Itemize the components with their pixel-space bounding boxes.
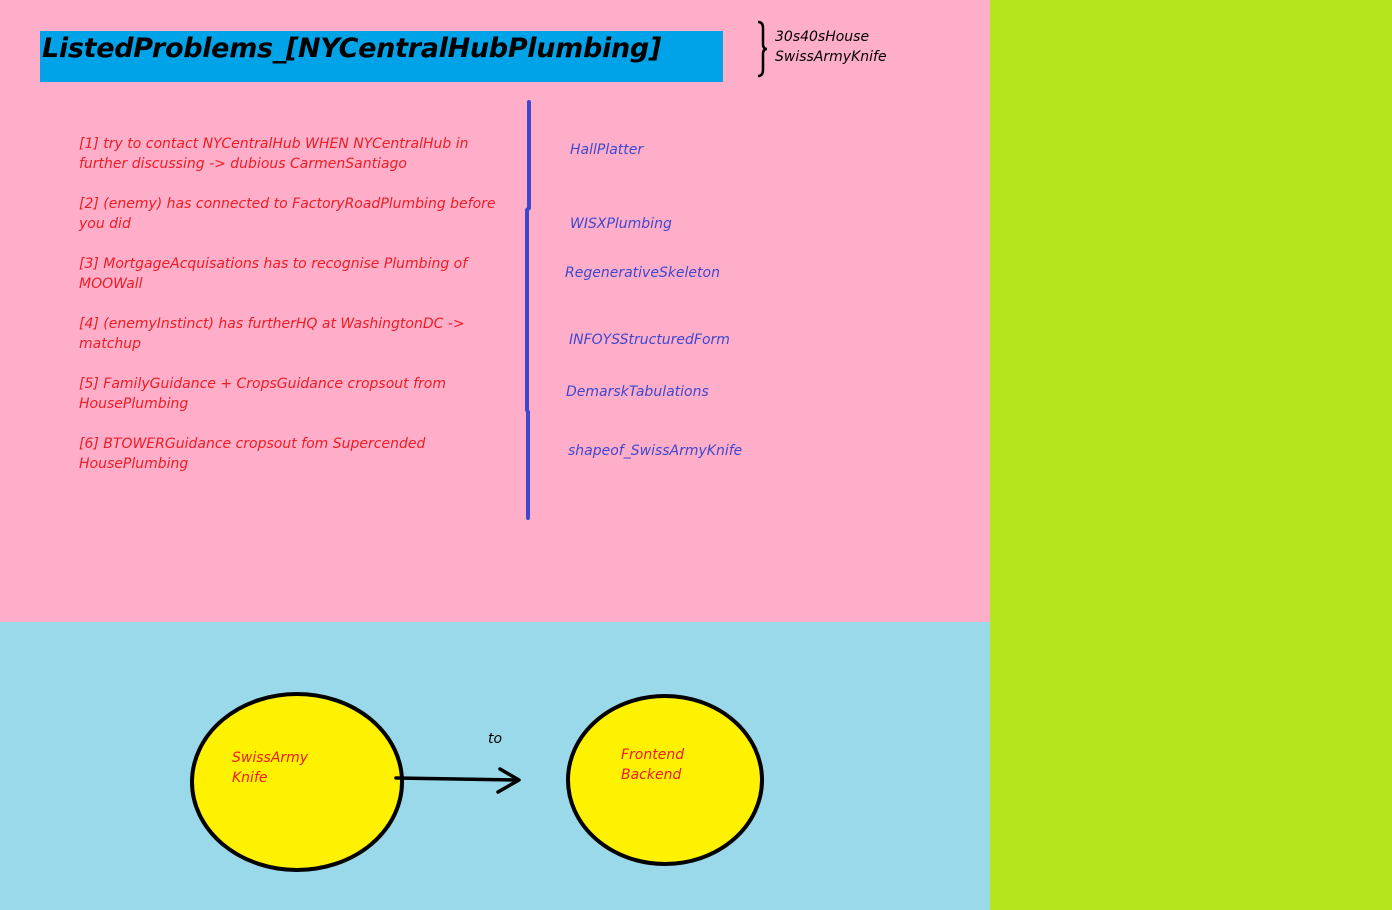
- problem-text: further discussing -> dubious CarmenSantiago: [79, 156, 408, 172]
- node-text: SwissArmy: [232, 750, 309, 766]
- problem-text: [6] BTOWERGuidance cropsout fom Supercended: [79, 436, 426, 452]
- tag-demarsktabulations: DemarskTabulations: [566, 384, 709, 400]
- tag-regenerativeskeleton: RegenerativeSkeleton: [565, 265, 720, 281]
- brace-icon: [752, 20, 772, 78]
- problem-item: [79, 254, 519, 294]
- brace-note-line: SwissArmyKnife: [775, 49, 887, 65]
- problem-text: HousePlumbing: [79, 396, 189, 412]
- brace-note-line: 30s40sHouse: [775, 29, 870, 45]
- problem-text: [1] try to contact NYCentralHub WHEN NYCentralHub in: [79, 136, 469, 152]
- problem-item: [79, 134, 519, 174]
- tag-hallplatter: HallPlatter: [570, 142, 644, 158]
- problem-item: [79, 434, 519, 474]
- brace-note: [775, 27, 887, 67]
- tag-shapeof-swissarmyknife: shapeof_SwissArmyKnife: [568, 443, 743, 459]
- problem-text: HousePlumbing: [79, 456, 189, 472]
- target-node-label: [621, 745, 684, 785]
- problem-text: MOOWall: [79, 276, 143, 292]
- source-node-label: [232, 748, 308, 788]
- flow-arrow: [396, 778, 518, 780]
- problem-text: you did: [79, 216, 131, 232]
- problem-item: [79, 374, 519, 414]
- problem-text: [5] FamilyGuidance + CropsGuidance cropsout from: [79, 376, 446, 392]
- problem-item: [79, 194, 519, 234]
- side-panel: [990, 0, 1392, 910]
- problem-item: [79, 314, 519, 354]
- divider-line: [522, 100, 534, 520]
- node-text: Knife: [232, 770, 268, 786]
- flow-diagram: [0, 622, 990, 910]
- tag-wisxplumbing: WISXPlumbing: [570, 216, 672, 232]
- problem-text: [3] MortgageAcquisations has to recognise Plumbing of: [79, 256, 468, 272]
- edge-label: to: [488, 731, 503, 747]
- problem-text: matchup: [79, 336, 142, 352]
- problems-panel: [0, 0, 990, 622]
- problem-text: [2] (enemy) has connected to FactoryRoadPlumbing before: [79, 196, 496, 212]
- page-title: ListedProblems_[NYCentralHubPlumbing]: [42, 33, 661, 64]
- node-text: Backend: [621, 767, 682, 783]
- tag-infoysstructuredform: INFOYSStructuredForm: [569, 332, 730, 348]
- node-text: Frontend: [621, 747, 685, 763]
- problem-text: [4] (enemyInstinct) has furtherHQ at WashingtonDC ->: [79, 316, 465, 332]
